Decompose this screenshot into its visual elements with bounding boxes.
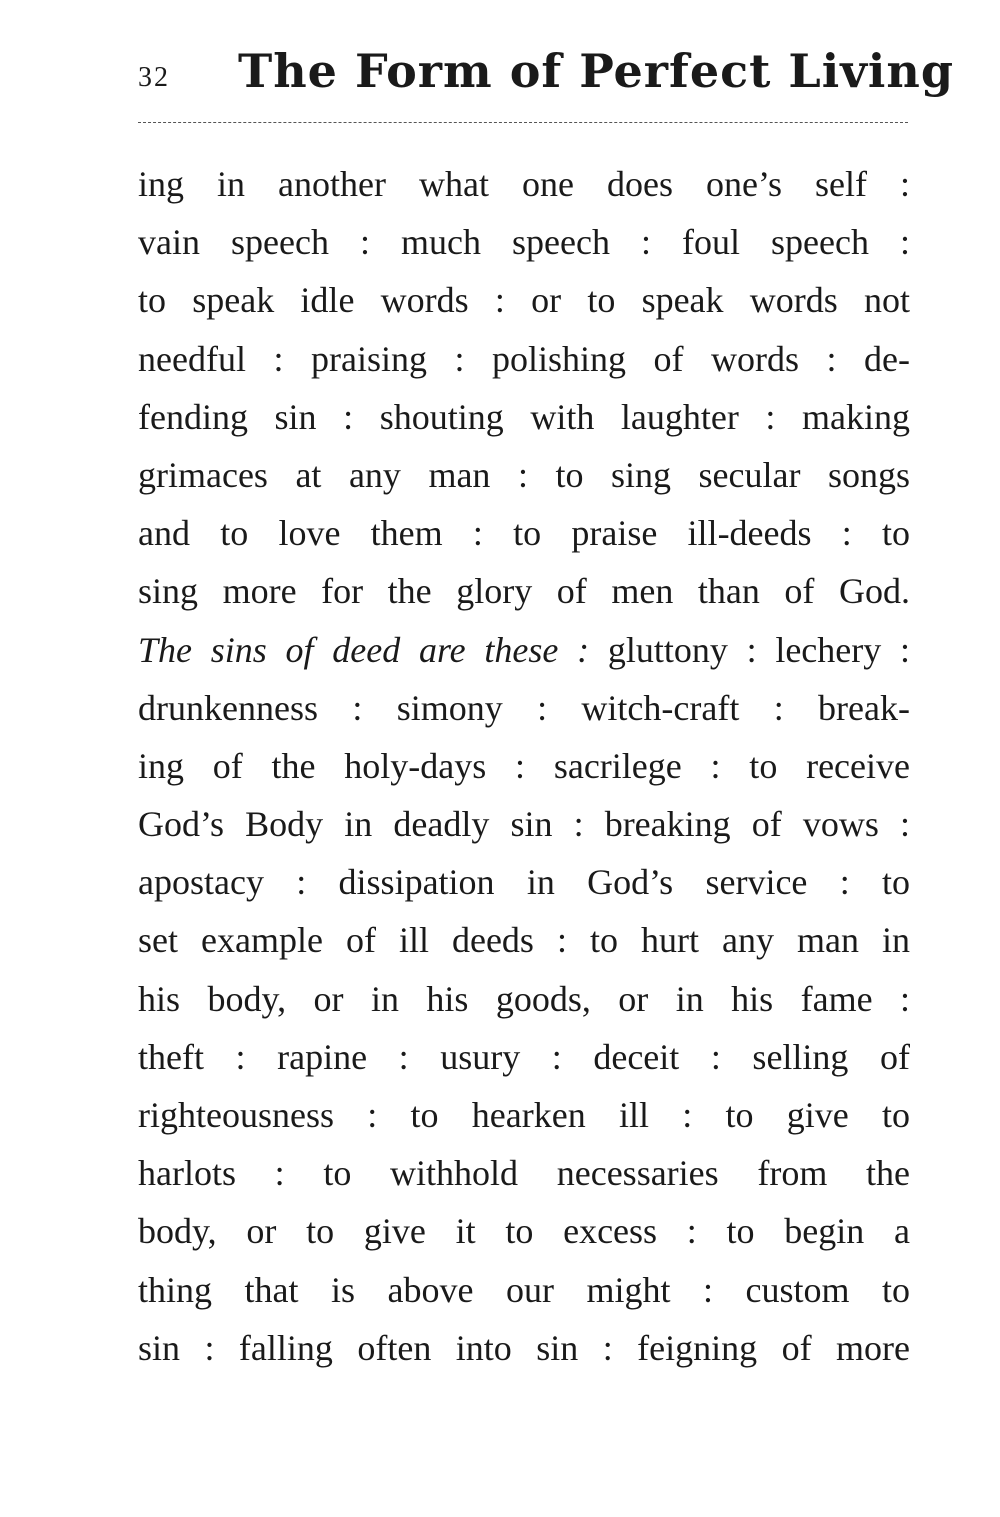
text-line: fending sin : shouting with laughter : making [138,396,910,437]
text-line: righteousness : to hearken ill : to give to [138,1095,910,1135]
text-line: to speak idle words : or to speak words not [138,280,910,321]
text-line: grimaces at any man : to sing secular songs [138,454,910,495]
text-line: drunkenness : simony : witch-craft : break- [138,687,910,728]
page-number: 32 [138,62,170,93]
text-line: sin : falling often into sin : feigning of more [138,1327,910,1368]
body-text [138,155,910,1377]
text-line: harlots : to withhold necessaries from the [138,1153,910,1194]
text-line: body, or to give it to excess : to begin a [138,1211,910,1252]
text-line: his body, or in his goods, or in his fame : [138,978,910,1019]
text-line: and to love them : to praise ill-deeds : to [138,513,910,554]
text-line: theft : rapine : usury : deceit : selling of [138,1036,910,1077]
italic-lead: The sins of deed are these : [138,629,590,670]
text-line: set example of ill deeds : to hurt any man in [138,920,910,961]
text-line: ing in another what one does one’s self : [138,164,910,204]
text-line: God’s Body in deadly sin : breaking of vows : [138,804,910,845]
text-line: ing of the holy-days : sacrilege : to receive [138,745,910,786]
text-line: vain speech : much speech : foul speech : [138,222,910,263]
text-line: apostacy : dissipation in God’s service : to [138,862,910,903]
text-line: sing more for the glory of men than of God. [138,571,910,612]
running-head: The Form of Perfect Living [238,44,954,98]
text-line: The sins of deed are these : gluttony : lechery : [138,629,911,670]
text-line: thing that is above our might : custom to [138,1269,910,1310]
text-line: needful : praising : polishing of words : de- [138,338,910,379]
header-rule [138,122,908,123]
